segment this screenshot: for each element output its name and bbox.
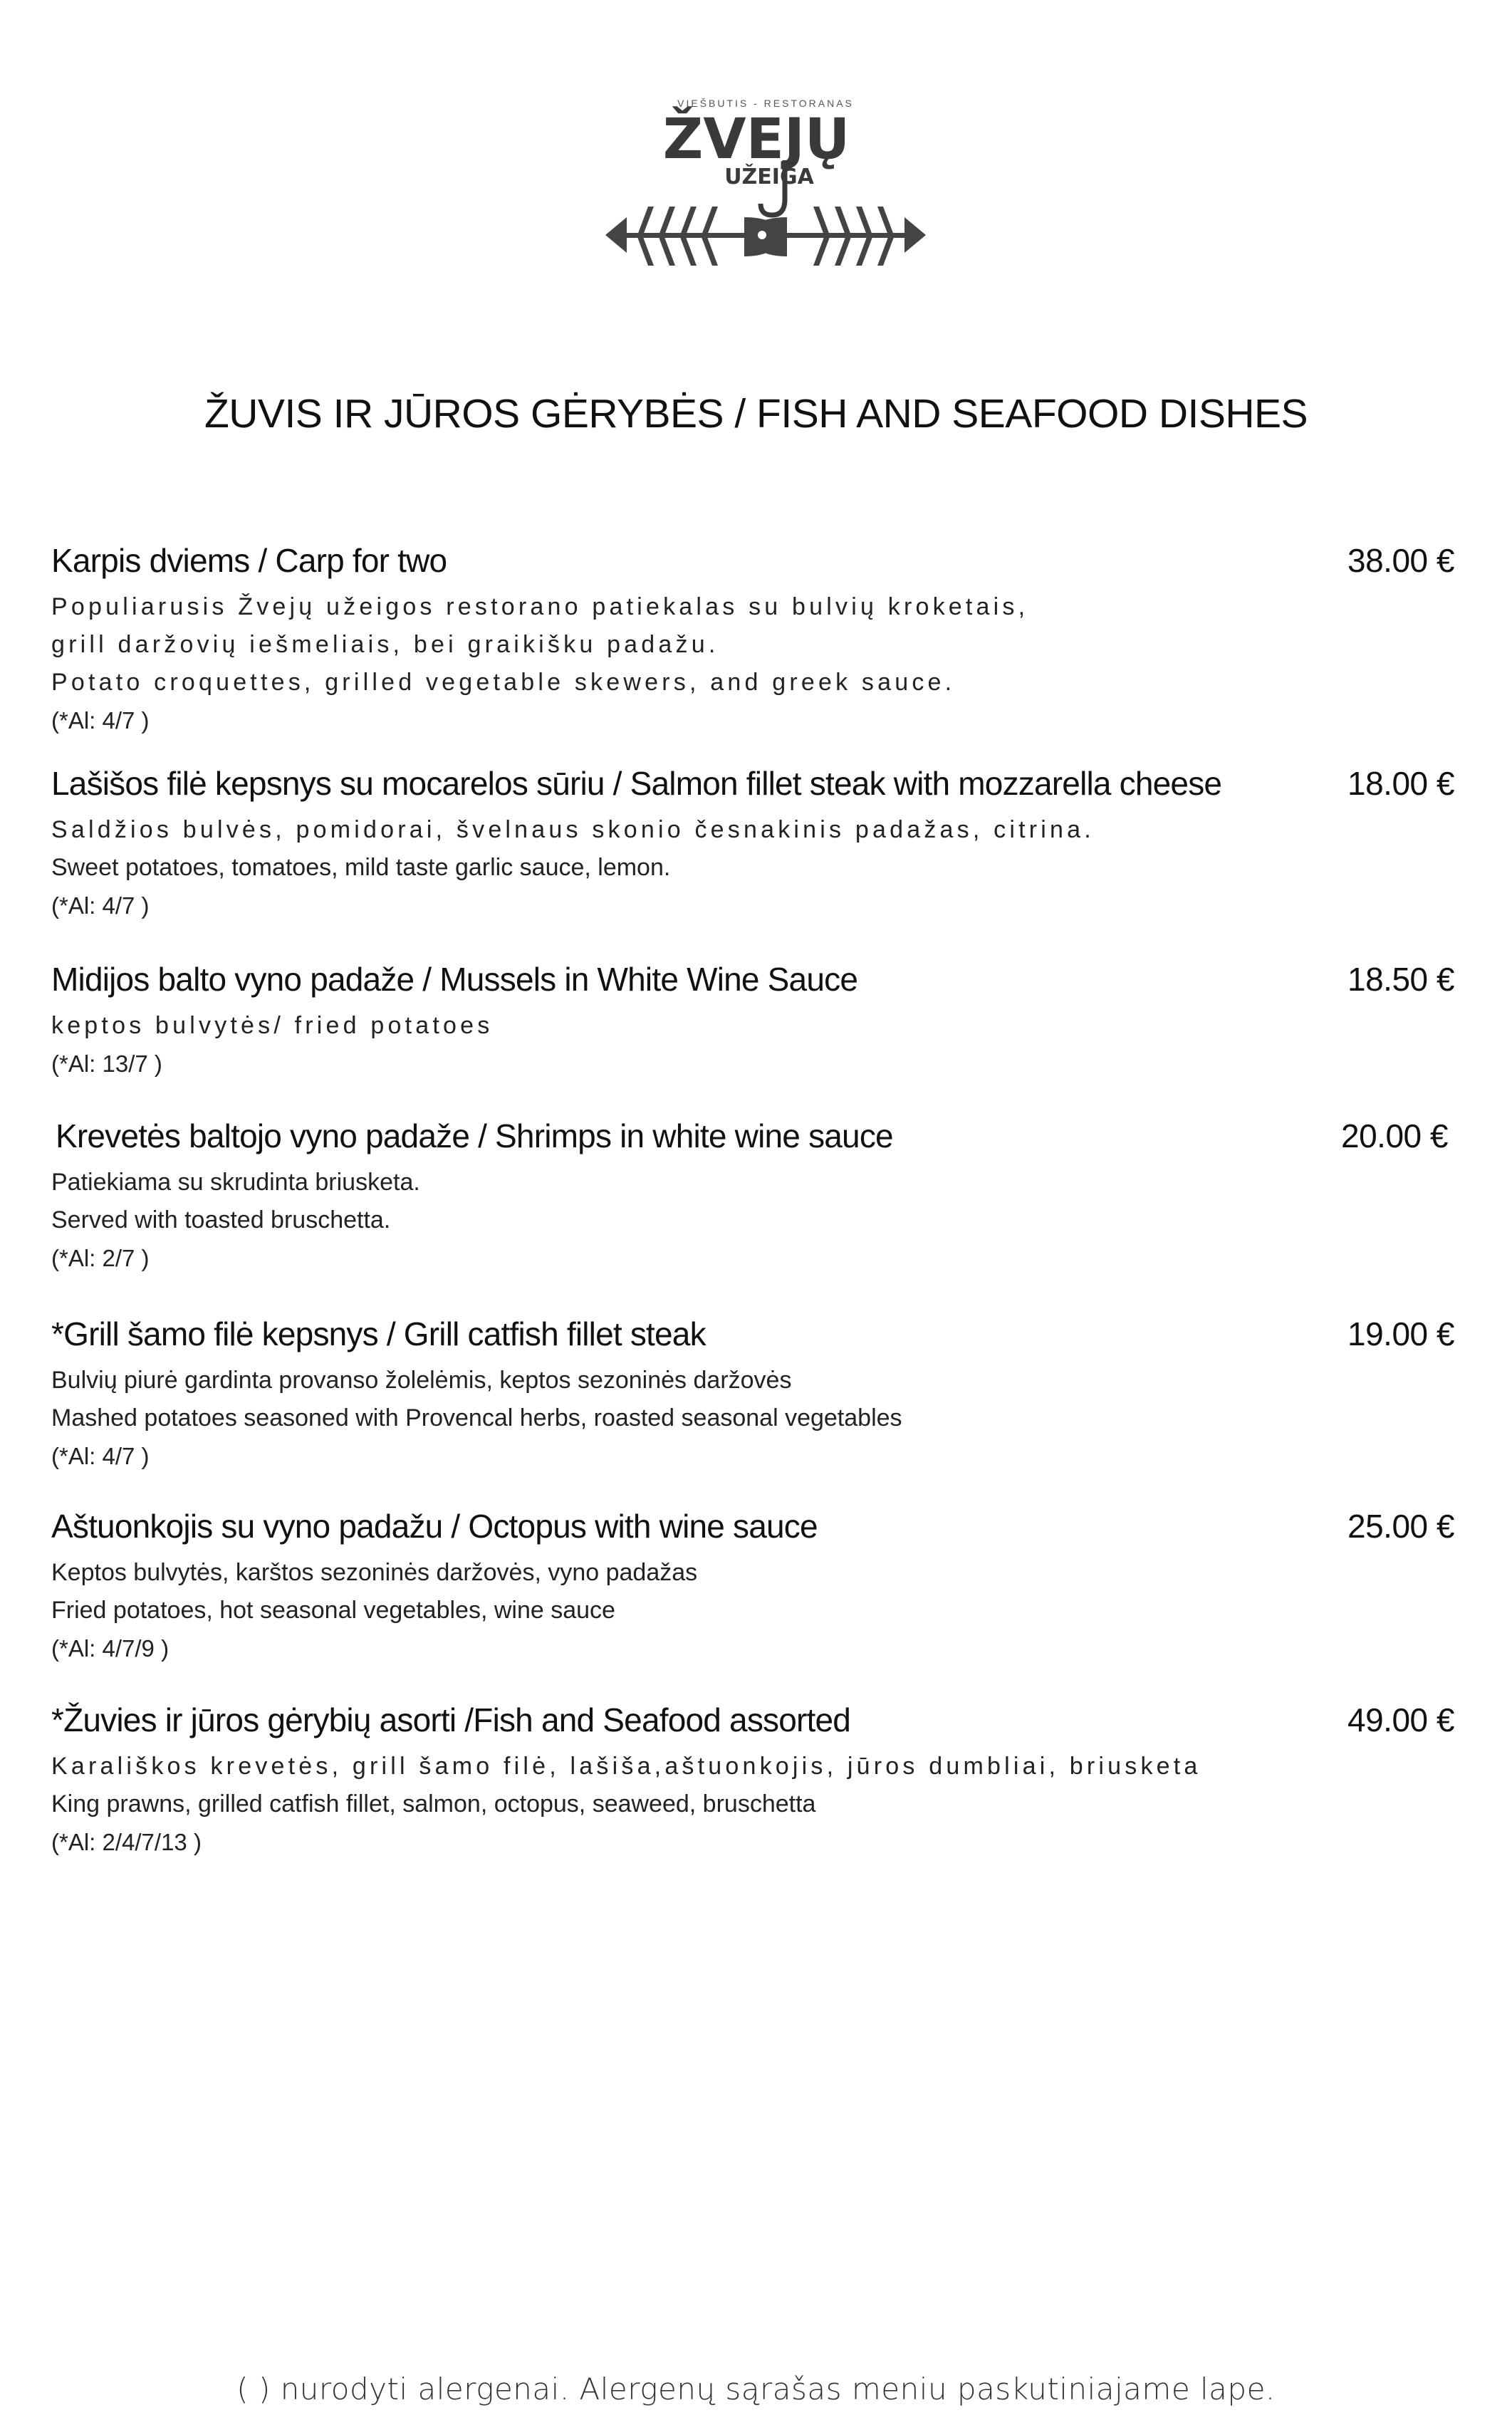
dish-price: 18.00 € <box>1347 765 1454 802</box>
dish-allergens: (*Al: 2/4/7/13 ) <box>51 1829 202 1855</box>
dish-price: 38.00 € <box>1347 542 1454 579</box>
dish-name: Lašišos filė kepsnys su mocarelos sūriu / Salmon fillet steak with mozzarella cheese <box>51 765 1222 802</box>
dish-description-en: Fried potatoes, hot seasonal vegetables, wine sauce <box>51 1597 615 1624</box>
dish-description-en: Sweet potatoes, tomatoes, mild taste garlic sauce, lemon. <box>51 854 671 881</box>
dish-description-en: Potato croquettes, grilled vegetable skewers, and greek sauce. <box>51 669 956 696</box>
dish-name: *Grill šamo filė kepsnys / Grill catfish fillet steak <box>51 1315 706 1352</box>
menu-item <box>51 960 1454 1083</box>
dish-price: 25.00 € <box>1347 1508 1454 1545</box>
dish-price: 20.00 € <box>1341 1117 1448 1154</box>
dish-allergens: (*Al: 4/7 ) <box>51 707 150 734</box>
restaurant-logo <box>598 93 933 271</box>
dish-name: Midijos balto vyno padaže / Mussels in White Wine Sauce <box>51 961 858 998</box>
dish-description-lt: Patiekiama su skrudinta briusketa. <box>51 1169 420 1196</box>
dish-allergens: (*Al: 4/7 ) <box>51 1443 150 1469</box>
dish-description-lt: Saldžios bulvės, pomidorai, švelnaus skonio česnakinis padažas, citrina. <box>51 816 1095 843</box>
dish-name: Karpis dviems / Carp for two <box>51 542 447 579</box>
allergen-footnote: ( ) nurodyti alergenai. Alergenų sąrašas meniu paskutiniajame lape. <box>236 2372 1276 2406</box>
dish-allergens: (*Al: 13/7 ) <box>51 1050 162 1077</box>
menu-item <box>51 541 1454 739</box>
menu-item <box>51 1315 1454 1475</box>
dish-description-lt: grill daržovių iešmeliais, bei graikišku padažu. <box>51 631 719 658</box>
dish-description-lt: Bulvių piurė gardinta provanso žolelėmis, keptos sezoninės daržovės <box>51 1367 792 1394</box>
dish-allergens: (*Al: 4/7/9 ) <box>51 1635 170 1662</box>
dish-price: 18.50 € <box>1347 961 1454 998</box>
page-title: ŽUVIS IR JŪROS GĖRYBĖS / FISH AND SEAFOOD DISHES <box>204 391 1308 437</box>
dish-name: Aštuonkojis su vyno padažu / Octopus with wine sauce <box>51 1508 818 1545</box>
dish-price: 19.00 € <box>1347 1315 1454 1352</box>
menu-item <box>51 1117 1448 1277</box>
dish-description: keptos bulvytės/ fried potatoes <box>51 1012 494 1039</box>
menu-item <box>51 1507 1454 1667</box>
dish-description-lt: Karališkos krevetės, grill šamo filė, lašiša,aštuonkojis, jūros dumbliai, briusketa <box>51 1753 1201 1780</box>
dish-allergens: (*Al: 4/7 ) <box>51 892 150 919</box>
menu-item <box>51 764 1454 924</box>
dish-description-lt: Keptos bulvytės, karštos sezoninės daržovės, vyno padažas <box>51 1559 698 1586</box>
logo-small-text: VIEŠBUTIS - RESTORANAS <box>677 98 854 109</box>
dish-description-en: Mashed potatoes seasoned with Provencal herbs, roasted seasonal vegetables <box>51 1404 902 1431</box>
menu-item <box>51 1701 1454 1861</box>
dish-description-lt: Populiarusis Žvejų užeigos restorano patiekalas su bulvių kroketais, <box>51 593 1029 620</box>
logo-name: ŽVEJŲ <box>662 108 850 172</box>
logo-sub: UŽEIGA <box>724 165 814 189</box>
dish-name: *Žuvies ir jūros gėrybių asorti /Fish and Seafood assorted <box>51 1701 851 1738</box>
dish-description-en: King prawns, grilled catfish fillet, salmon, octopus, seaweed, bruschetta <box>51 1790 816 1817</box>
dish-name: Krevetės baltojo vyno padaže / Shrimps in white wine sauce <box>56 1117 893 1154</box>
dish-allergens: (*Al: 2/7 ) <box>51 1245 150 1271</box>
dish-price: 49.00 € <box>1347 1701 1454 1738</box>
dish-description-en: Served with toasted bruschetta. <box>51 1206 391 1234</box>
